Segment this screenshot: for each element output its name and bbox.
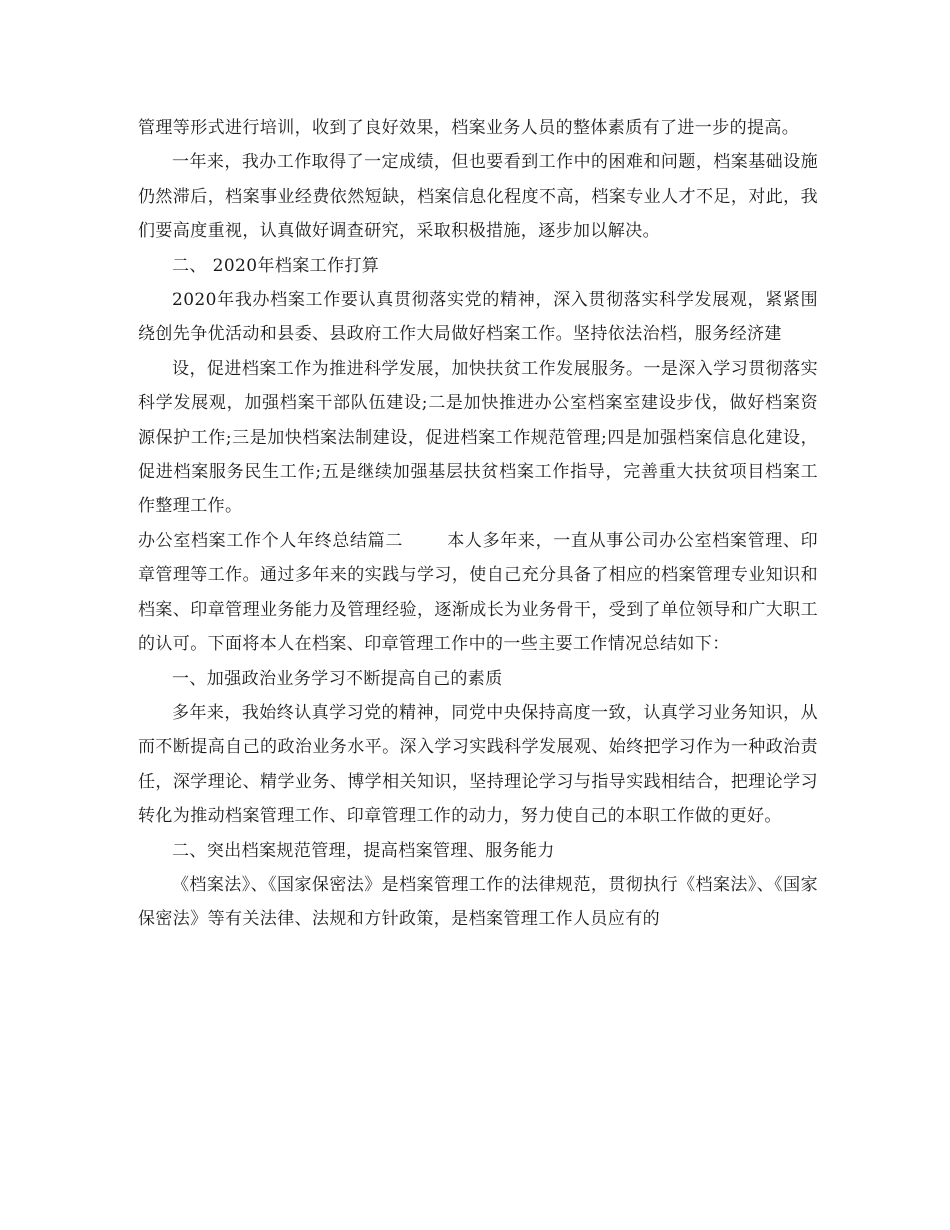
article-intro: 本人多年来，一直从事公司办公室档案管理、印章管理等工作。通过多年来的实践与学习，使自己充分具备了相应的档案管理专业知识和档案、印章管理业务能力及管理经验，逐渐成长为业务骨干，受到了单位领导和广大职工的认可。下面将本人在档案、印章管理工作中的一些主要工作情况总结如下：	[138, 530, 818, 655]
section-heading-study: 一、加强政治业务学习不断提高自己的素质	[172, 668, 503, 689]
paragraph-6	[138, 524, 818, 662]
section-heading-archive-management: 二、突出档案规范管理，提高档案管理、服务能力	[172, 840, 555, 861]
section-heading-plan: 二、 2020年档案工作打算	[172, 255, 380, 276]
paragraph-2: 一年来，我办工作取得了一定成绩，但也要看到工作中的困难和问题，档案基础设施仍然滞后，档案事业经费依然短缺，档案信息化程度不高，档案专业人才不足，对此，我们要高度重视，认真做好调查研究，采取积极措施，逐步加以解决。	[138, 152, 818, 242]
paragraph-1: 管理等形式进行培训，收到了良好效果，档案业务人员的整体素质有了进一步的提高。	[138, 118, 800, 138]
paragraph-8: 多年来，我始终认真学习党的精神，同党中央保持高度一致，认真学习业务知识，从而不断提高自己的政治业务水平。深入学习实践科学发展观、始终把学习作为一种政治责任，深学理论、精学业务、博学相关知识，坚持理论学习与指导实践相结合，把理论学习转化为推动档案管理工作、印章管理工作的动力，努力使自己的本职工作做的更好。	[138, 702, 818, 827]
paragraph-4: 2020年我办档案工作要认真贯彻落实党的精神，深入贯彻落实科学发展观，紧紧围绕创先争优活动和县委、县政府工作大局做好档案工作。坚持依法治档，服务经济建	[138, 290, 818, 345]
paragraph-5: 设，促进档案工作为推进科学发展，加快扶贫工作发展服务。一是深入学习贯彻落实科学发展观，加强档案干部队伍建设;二是加快推进办公室档案室建设步伐，做好档案资源保护工作;三是加快档案法制建设，促进档案工作规范管理;四是加强档案信息化建设，促进档案服务民生工作;五是继续加强基层扶贫档案工作指导，完善重大扶贫项目档案工作整理工作。	[138, 358, 818, 517]
document-body	[138, 111, 818, 937]
article-title: 办公室档案工作个人年终总结篇二	[138, 530, 403, 551]
paragraph-10: 《档案法》、《国家保密法》是档案管理工作的法律规范，贯彻执行《档案法》、《国家保密法》等有关法律、法规和方针政策，是档案管理工作人员应有的	[138, 874, 818, 930]
